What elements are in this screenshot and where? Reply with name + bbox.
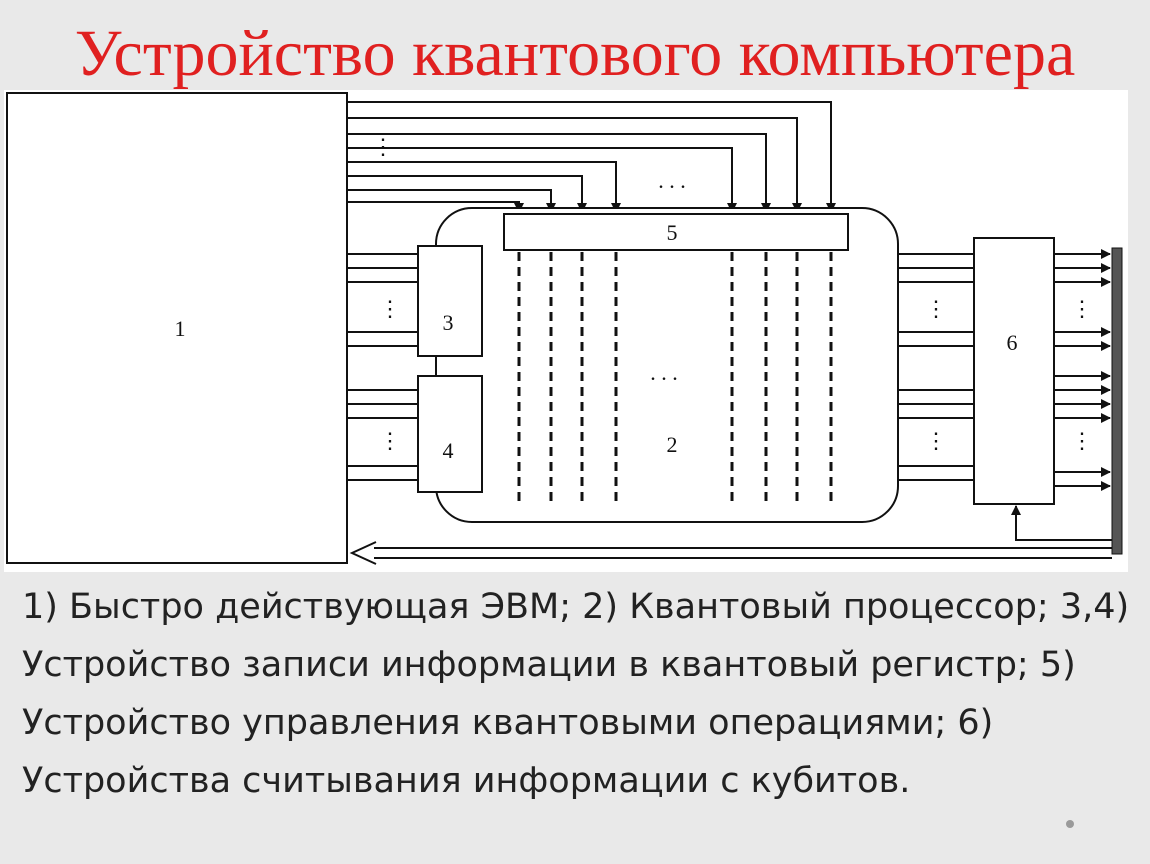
- quantum-computer-diagram: [4, 90, 1128, 572]
- processor-horizontal-ellipsis: . . .: [650, 360, 678, 385]
- return-to-computer-arrow: [352, 542, 1112, 564]
- feedback-to-readout-line: [1016, 506, 1112, 540]
- slide-title: Устройство квантового компьютера: [74, 17, 1076, 90]
- block-6-label: 6: [1006, 330, 1018, 355]
- output-bus-bar: [1112, 248, 1122, 554]
- block-6-inputs-ellipsis-bottom: ⋮: [925, 428, 947, 453]
- block-6-inputs-ellipsis-top: ⋮: [925, 296, 947, 321]
- control-lines-vertical-ellipsis: ⋮: [372, 134, 394, 159]
- readout-outputs-ellipsis-bottom: ⋮: [1071, 428, 1093, 453]
- block-5-label: 5: [666, 220, 678, 245]
- block-3-write-device: [418, 246, 482, 356]
- block-4-label: 4: [442, 438, 454, 463]
- readout-outputs-ellipsis-top: ⋮: [1071, 296, 1093, 321]
- slide-bullet-dot: [1066, 820, 1074, 828]
- block-4-write-device: [418, 376, 482, 492]
- block-3-inputs-ellipsis: ⋮: [379, 296, 401, 321]
- block-1-label: 1: [174, 316, 186, 341]
- block-6-readout: [974, 238, 1054, 504]
- diagram-svg: [4, 90, 1128, 572]
- diagram-caption: 1) Быстро действующая ЭВМ; 2) Квантовый процессор; 3,4) Устройство записи информации в квантовый регистр; 5) Устройство управления квантовыми операциями; 6) Устройства считывания информации с кубитов.: [22, 587, 1130, 801]
- block-4-inputs-ellipsis: ⋮: [379, 428, 401, 453]
- control-lines: [347, 102, 831, 212]
- block-3-label: 3: [442, 310, 454, 335]
- control-lines-horizontal-ellipsis: . . .: [658, 168, 686, 193]
- block-2-label: 2: [666, 432, 678, 457]
